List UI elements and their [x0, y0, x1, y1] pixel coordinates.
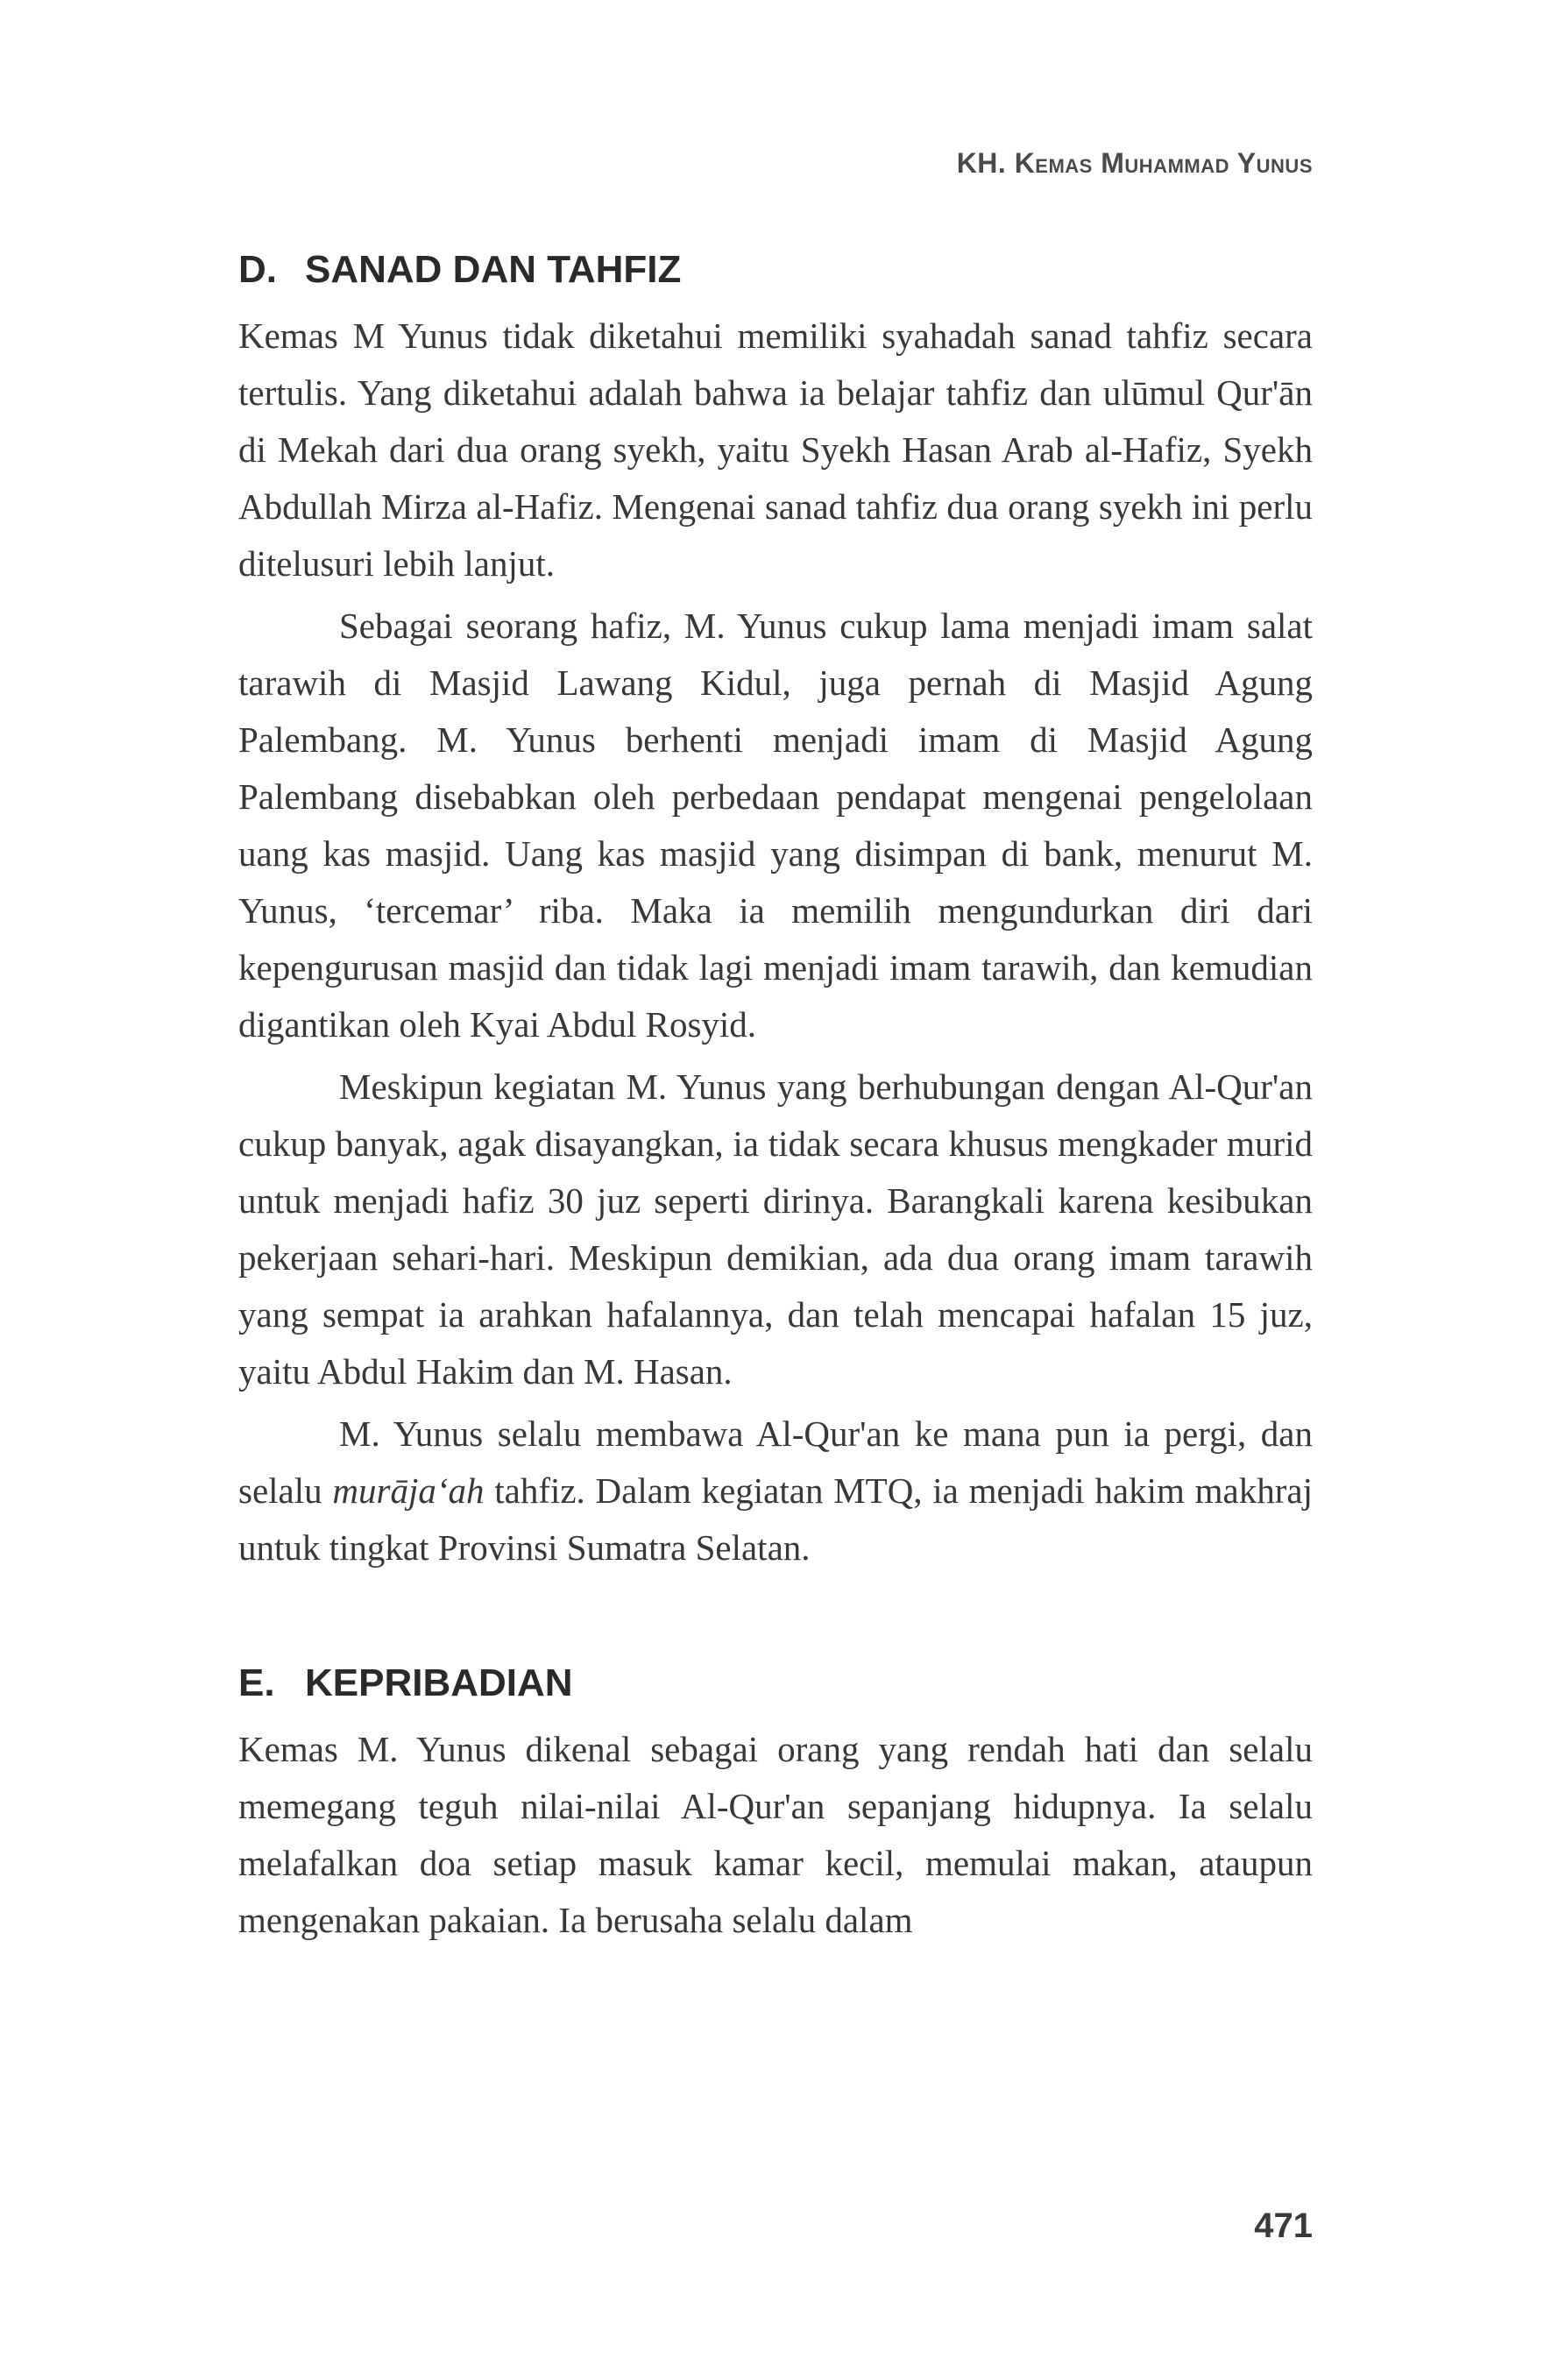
section-title: KEPRIBADIAN: [305, 1661, 573, 1704]
italic-term: murāja‘ah: [332, 1470, 485, 1511]
paragraph-text: M. Yunus selalu membawa Al-Qur'an ke mana pun ia pergi, dan selalu: [238, 1413, 1313, 1511]
paragraph: Kemas M. Yunus dikenal sebagai orang yang rendah hati dan selalu memegang teguh nilai-nilai Al-Qur'an sepanjang hidupnya. Ia selalu melafalkan doa setiap masuk kamar kecil, memulai makan, ataupun mengenakan pakaian. Ia berusaha selalu dalam: [238, 1728, 1313, 1940]
paragraph-text: tahfiz. Dalam kegiatan MTQ, ia menjadi hakim makhraj untuk tingkat Provinsi Sumatra Selatan.: [238, 1470, 1313, 1568]
section-divider-space: [238, 1576, 1313, 1661]
section-heading-e: [238, 1661, 1313, 1707]
section-heading-d: [238, 247, 1313, 294]
paragraph-with-italic: [238, 1406, 1313, 1576]
paragraph: Meskipun kegiatan M. Yunus yang berhubungan dengan Al-Qur'an cukup banyak, agak disayangkan, ia tidak secara khusus mengkader murid untuk menjadi hafiz 30 juz seperti dirinya. Barangkali karena kesibukan pekerjaan sehari-hari. Meskipun demikian, ada dua orang imam tarawih yang sempat ia arahkan hafalannya, dan telah mencapai hafalan 15 juz, yaitu Abdul Hakim dan M. Hasan.: [238, 1066, 1313, 1392]
paragraph: Kemas M Yunus tidak diketahui memiliki syahadah sanad tahfiz secara tertulis. Yang diketahui adalah bahwa ia belajar tahfiz dan ulūmul Qur'ān di Mekah dari dua orang syekh, yaitu Syekh Hasan Arab al-Hafiz, Syekh Abdullah Mirza al-Hafiz. Mengenai sanad tahfiz dua orang syekh ini perlu ditelusuri lebih lanjut.: [238, 315, 1313, 584]
section-number: E.: [238, 1661, 275, 1704]
paragraph: Sebagai seorang hafiz, M. Yunus cukup lama menjadi imam salat tarawih di Masjid Lawang Kidul, juga pernah di Masjid Agung Palembang. M. Yunus berhenti menjadi imam di Masjid Agung Palembang disebabkan oleh perbedaan pendapat mengenai pengelolaan uang kas masjid. Uang kas masjid yang disimpan di bank, menurut M. Yunus, ‘tercemar’ riba. Maka ia memilih mengundurkan diri dari kepengurusan masjid dan tidak lagi menjadi imam tarawih, dan kemudian digantikan oleh Kyai Abdul Rosyid.: [238, 605, 1313, 1045]
section-title: SANAD DAN TAHFIZ: [305, 248, 682, 291]
running-header: KH. Kemas Muhammad Yunus: [956, 147, 1313, 179]
page-content: [238, 247, 1313, 1949]
section-number: D.: [238, 248, 277, 291]
page-number: 471: [1254, 2206, 1313, 2245]
